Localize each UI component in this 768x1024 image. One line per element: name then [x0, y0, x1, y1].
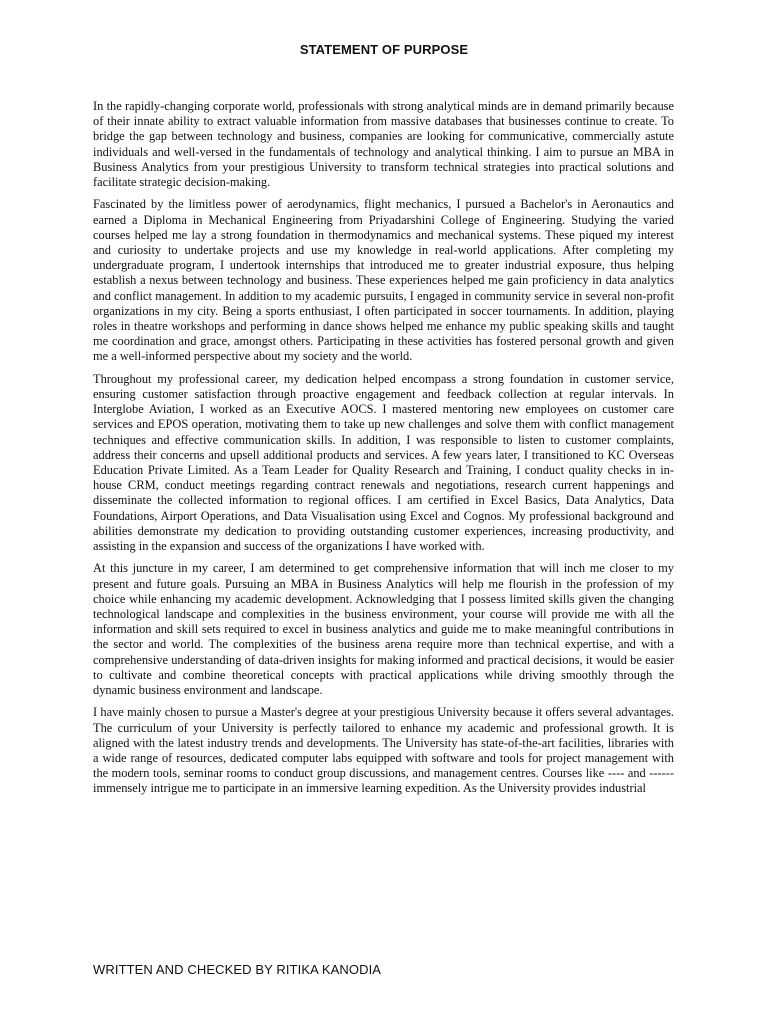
footer-credit: WRITTEN AND CHECKED BY RITIKA KANODIA	[93, 962, 382, 977]
document-body	[93, 99, 674, 812]
paragraph-career: Throughout my professional career, my dedication helped encompass a strong foundation in customer service, ensuring customer satisfaction through proactive engagement and feedback collection at regular intervals. In Interglobe Aviation, I worked as an Executive AOCS. I mastered mentoring new employees on customer care services and EPOS operation, motivating them to take up new challenges and solve them with conflict management techniques and effective communication skills. In addition, I was responsible to listen to customer complaints, address their concerns and upsell additional products and services. A few years later, I transitioned to KC Overseas Education Private Limited. As a Team Leader for Quality Research and Training, I conduct quality checks in in-house CRM, conduct meetings regarding contract renewals and negotiations, research current happenings and disseminate the collected information to regional offices. I am certified in Excel Basics, Data Analytics, Data Foundations, Airport Operations, and Data Visualisation using Excel and Cognos. My professional background and abilities demonstrate my dedication to providing outstanding customer experiences, increasing productivity, and assisting in the expansion and success of the organizations I have worked with.	[93, 371, 674, 554]
paragraph-intro: In the rapidly-changing corporate world, professionals with strong analytical minds are in demand primarily because of their innate ability to extract valuable information from massive databases that businesses continue to create. To bridge the gap between technology and business, companies are looking for communicative, commercially astute individuals and well-versed in the fundamentals of technology and analytical thinking. I aim to pursue an MBA in Business Analytics from your prestigious University to transform technical strategies into practical solutions and facilitate strategic decision-making.	[93, 99, 674, 190]
page-title: STATEMENT OF PURPOSE	[299, 42, 469, 57]
paragraph-goals: At this juncture in my career, I am determined to get comprehensive information that will inch me closer to my present and future goals. Pursuing an MBA in Business Analytics will help me flourish in the profession of my choice while enhancing my academic development. Acknowledging that I possess limited skills given the changing technological landscape and complexities in the business environment, your course will provide me with all the information and skill sets required to excel in business analytics and guide me to make meaningful contributions in the sector and world. The complexities of the business arena require more than technical expertise, and with a comprehensive understanding of data-driven insights for making informed and practical decisions, it would be easier to cultivate and combine theoretical concepts with practical applications while driving smoothly through the dynamic business environment and landscape.	[93, 561, 674, 698]
paragraph-education: Fascinated by the limitless power of aerodynamics, flight mechanics, I pursued a Bachelor's in Aeronautics and earned a Diploma in Mechanical Engineering from Priyadarshini College of Engineering. Studying the varied courses helped me lay a strong foundation in thermodynamics and mechanical systems. These piqued my interest and curiosity to undertake projects and use my knowledge in real-world applications. After completing my undergraduate program, I undertook internships that introduced me to greater industrial exposure, thus helping establish a nexus between technology and business. These experiences helped me gain proficiency in data analytics and conflict management. In addition to my academic pursuits, I engaged in community service in several non-profit organizations in my city. Being a sports enthusiast, I often participated in soccer tournaments. In addition, playing roles in theatre workshops and performing in dance shows helped me enhance my public speaking skills and taught me coordination and grace, amongst others. Participating in these activities has fostered personal growth and given me a well-informed perspective about my society and the world.	[93, 197, 674, 364]
paragraph-university: I have mainly chosen to pursue a Master's degree at your prestigious University because it offers several advantages. The curriculum of your University is perfectly tailored to enhance my academic and professional growth. It is aligned with the latest industry trends and developments. The University has state-of-the-art facilities, libraries with a wide range of resources, dedicated computer labs equipped with software and tools for project management with the modern tools, seminar rooms to conduct group discussions, and management centres. Courses like ---- and ------immensely intrigue me to participate in an immersive learning expedition. As the University provides industrial	[93, 705, 674, 796]
